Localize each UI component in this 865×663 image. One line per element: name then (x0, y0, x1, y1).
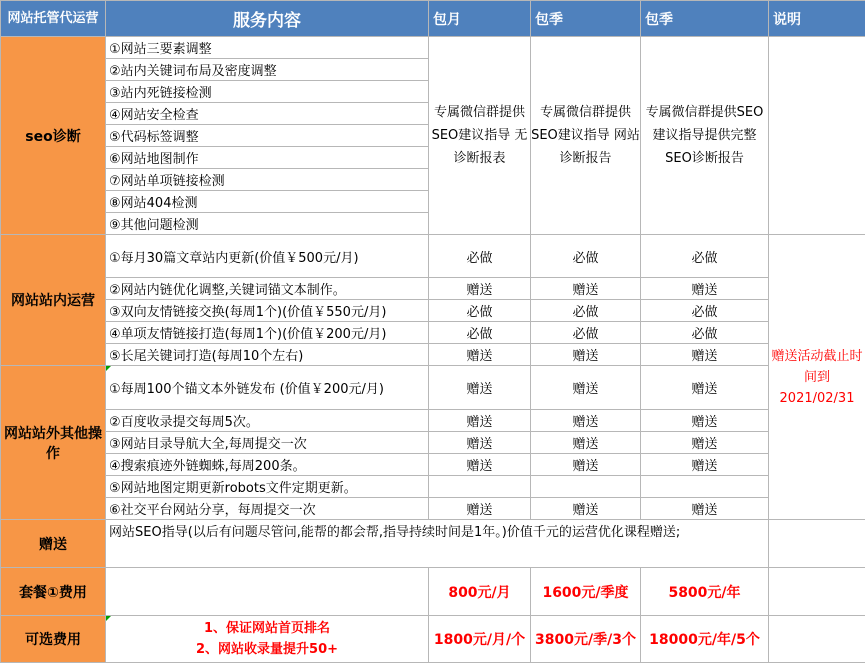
seo-notes-cell (769, 37, 865, 235)
category-seo: seo诊断 (1, 37, 106, 235)
service-item: ③网站目录导航大全,每周提交一次 (106, 432, 429, 454)
package-yearly-price: 5800元/年 (641, 568, 769, 616)
value-monthly: 赠送 (429, 498, 531, 520)
value-monthly: 赠送 (429, 410, 531, 432)
seo-yearly-desc: 专属微信群提供SEO建议指导提供完整SEO诊断报告 (641, 37, 769, 235)
category-gift: 赠送 (1, 520, 106, 568)
table-row (1, 432, 865, 454)
value-yearly: 赠送 (641, 366, 769, 410)
value-quarterly (531, 476, 641, 498)
category-offsite: 网站站外其他操作 (1, 366, 106, 520)
service-item: ②站内关键词布局及密度调整 (106, 59, 429, 81)
value-monthly: 赠送 (429, 432, 531, 454)
optional-yearly-price: 18000元/年/5个 (641, 616, 769, 663)
table-row (1, 278, 865, 300)
package-content-cell (106, 568, 429, 616)
value-yearly: 必做 (641, 300, 769, 322)
value-quarterly: 赠送 (531, 454, 641, 476)
value-quarterly: 赠送 (531, 432, 641, 454)
optional-row (1, 616, 865, 663)
table-row (1, 235, 865, 278)
value-quarterly: 赠送 (531, 344, 641, 366)
header-notes: 说明 (769, 1, 865, 37)
table-row (1, 498, 865, 520)
service-item: ⑥社交平台网站分享，每周提交一次 (106, 498, 429, 520)
package-quarterly-price: 1600元/季度 (531, 568, 641, 616)
seo-monthly-desc: 专属微信群提供SEO建议指导 无诊断报表 (429, 37, 531, 235)
service-item: ①每月30篇文章站内更新(价值￥500元/月) (106, 235, 429, 278)
gift-text: 网站SEO指导(以后有问题尽管问,能帮的都会帮,指导持续时间是1年。)价值千元的运营优化课程赠送; (106, 520, 769, 568)
gift-row (1, 520, 865, 568)
value-yearly: 赠送 (641, 278, 769, 300)
table-row (1, 410, 865, 432)
table-row (1, 476, 865, 498)
value-yearly: 赠送 (641, 344, 769, 366)
value-monthly: 必做 (429, 300, 531, 322)
value-quarterly: 必做 (531, 322, 641, 344)
service-item: ⑤代码标签调整 (106, 125, 429, 147)
value-quarterly: 赠送 (531, 278, 641, 300)
service-item: ①每周100个锚文本外链发布 (价值￥200元/月) (106, 366, 429, 410)
header-quarterly: 包季 (531, 1, 641, 37)
value-quarterly: 赠送 (531, 366, 641, 410)
header-yearly: 包季 (641, 1, 769, 37)
value-monthly: 赠送 (429, 278, 531, 300)
package-row (1, 568, 865, 616)
header-service-content: 服务内容 (106, 1, 429, 37)
service-item: ⑨其他问题检测 (106, 213, 429, 235)
service-item: ⑥网站地图制作 (106, 147, 429, 169)
value-yearly (641, 476, 769, 498)
package-monthly-price: 800元/月 (429, 568, 531, 616)
value-yearly: 必做 (641, 322, 769, 344)
header-service-type: 网站托管代运营 (1, 1, 106, 37)
category-package: 套餐①费用 (1, 568, 106, 616)
service-item: ②网站内链优化调整,关键词锚文本制作。 (106, 278, 429, 300)
value-monthly (429, 476, 531, 498)
service-item: ④网站安全检查 (106, 103, 429, 125)
table-row (1, 300, 865, 322)
optional-notes-cell (769, 616, 865, 663)
service-item: ④搜索痕迹外链蜘蛛,每周200条。 (106, 454, 429, 476)
value-yearly: 赠送 (641, 498, 769, 520)
table-row (1, 366, 865, 410)
table-row (1, 322, 865, 344)
optional-content (106, 616, 429, 663)
service-item: ③双向友情链接交换(每周1个)(价值￥550元/月) (106, 300, 429, 322)
service-item: ⑦网站单项链接检测 (106, 169, 429, 191)
service-item: ②百度收录提交每周5次。 (106, 410, 429, 432)
value-quarterly: 必做 (531, 300, 641, 322)
gift-notes-cell (769, 520, 865, 568)
value-yearly: 赠送 (641, 410, 769, 432)
service-item: ①网站三要素调整 (106, 37, 429, 59)
service-item: ④单项友情链接打造(每周1个)(价值￥200元/月) (106, 322, 429, 344)
category-onsite: 网站站内运营 (1, 235, 106, 366)
value-monthly: 赠送 (429, 454, 531, 476)
value-yearly: 必做 (641, 235, 769, 278)
service-item: ⑤网站地图定期更新robots文件定期更新。 (106, 476, 429, 498)
optional-line-1: 1、保证网站首页排名 (106, 618, 428, 639)
value-yearly: 赠送 (641, 432, 769, 454)
value-monthly: 必做 (429, 235, 531, 278)
header-row (1, 1, 865, 37)
header-monthly: 包月 (429, 1, 531, 37)
optional-monthly-price: 1800元/月/个 (429, 616, 531, 663)
service-item: ③站内死链接检测 (106, 81, 429, 103)
value-monthly: 赠送 (429, 366, 531, 410)
optional-quarterly-price: 3800元/季/3个 (531, 616, 641, 663)
value-monthly: 必做 (429, 322, 531, 344)
promotion-note: 赠送活动截止时间到2021/02/31 (769, 235, 865, 520)
seo-quarterly-desc: 专属微信群提供SEO建议指导 网站诊断报告 (531, 37, 641, 235)
service-item: ⑧网站404检测 (106, 191, 429, 213)
optional-line-2: 2、网站收录量提升50+ (106, 639, 428, 660)
table-row (1, 37, 865, 59)
value-monthly: 赠送 (429, 344, 531, 366)
package-notes-cell (769, 568, 865, 616)
service-item: ⑤长尾关键词打造(每周10个左右) (106, 344, 429, 366)
value-quarterly: 必做 (531, 235, 641, 278)
value-yearly: 赠送 (641, 454, 769, 476)
category-optional: 可选费用 (1, 616, 106, 663)
table-row (1, 344, 865, 366)
table-row (1, 454, 865, 476)
value-quarterly: 赠送 (531, 498, 641, 520)
value-quarterly: 赠送 (531, 410, 641, 432)
